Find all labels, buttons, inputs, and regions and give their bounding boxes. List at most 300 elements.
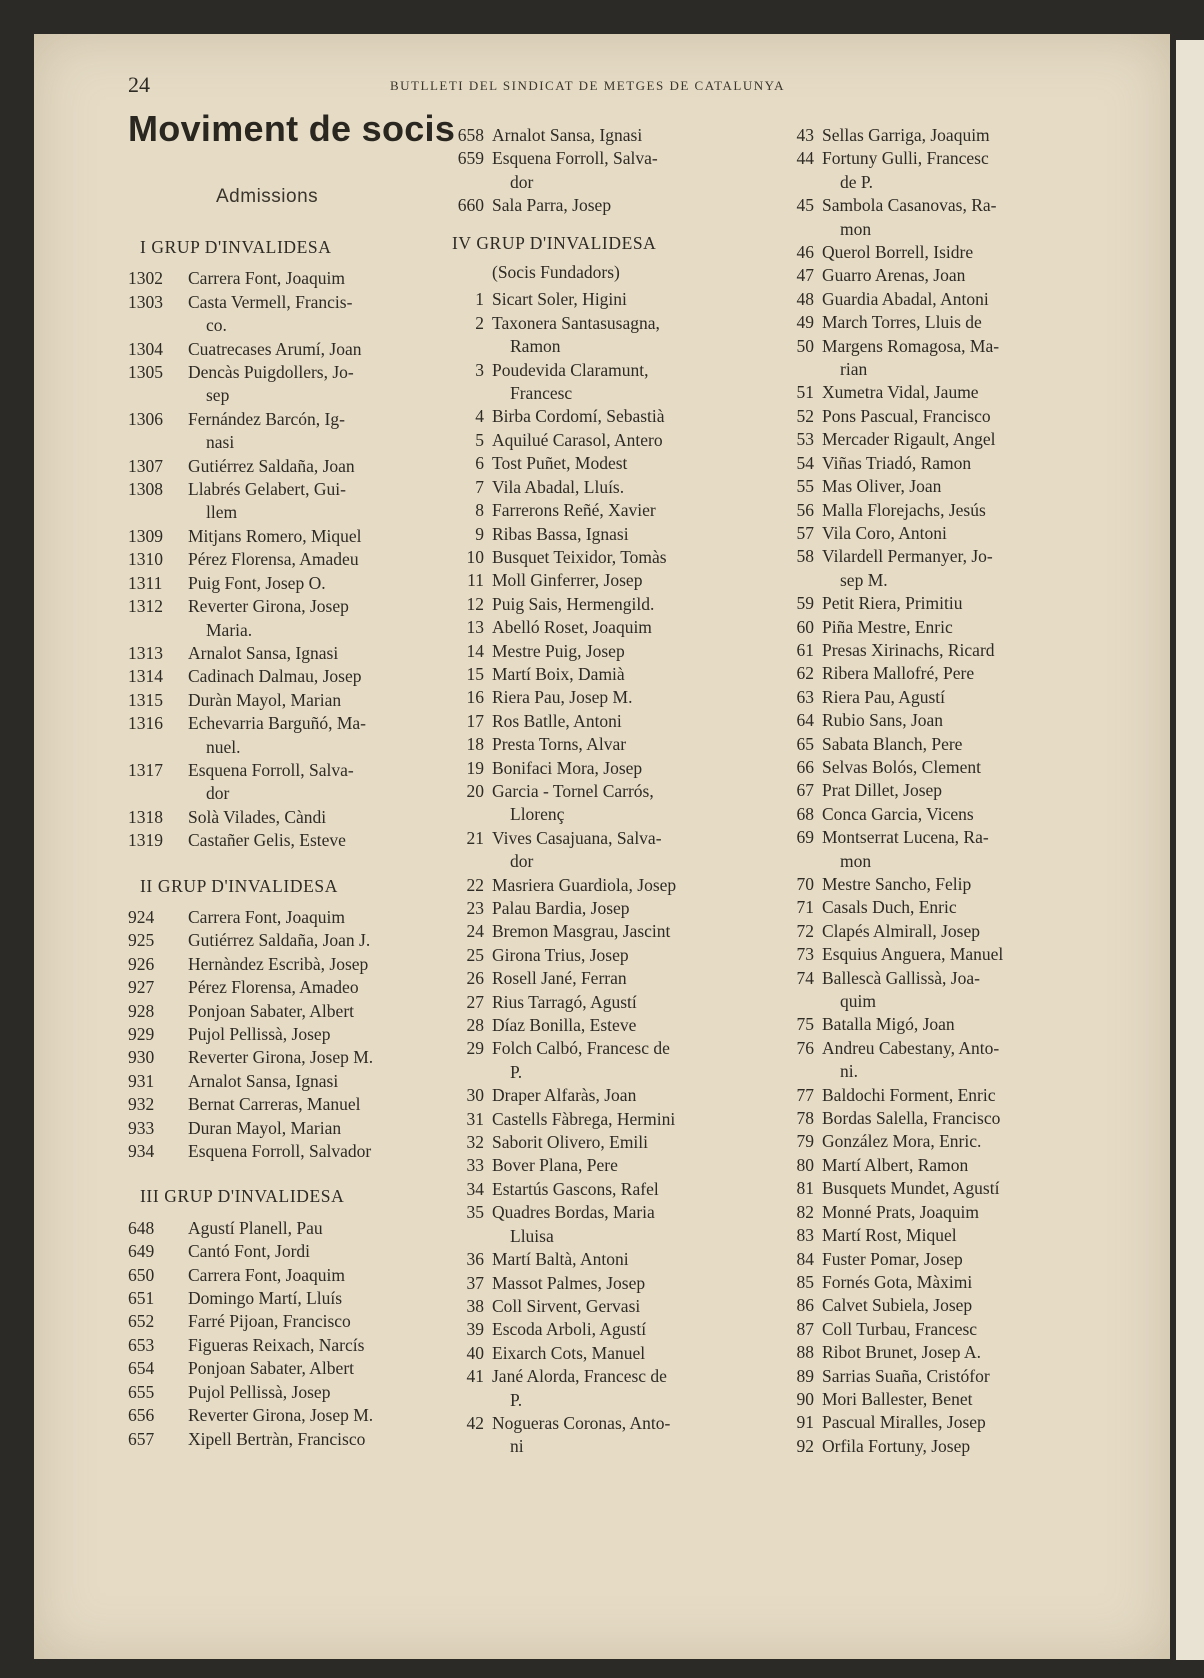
- member-number: 11: [467, 570, 484, 591]
- member-entry: [768, 288, 1108, 311]
- member-name: [822, 1365, 1108, 1388]
- member-entry: [768, 920, 1108, 943]
- member-name-text: Guardia Abadal, Antoni: [822, 288, 989, 309]
- member-name-text: Ribot Brunet, Josep A.: [822, 1342, 981, 1363]
- member-name: [822, 1248, 1108, 1271]
- member-name-continuation: rian: [840, 359, 868, 380]
- member-entry: [128, 1310, 468, 1333]
- member-name-text: Clapés Almirall, Josep: [822, 920, 980, 941]
- member-number: 928: [128, 1000, 155, 1021]
- member-name-text: Tost Puñet, Modest: [492, 453, 628, 474]
- member-number: 68: [796, 803, 814, 824]
- member-name: [188, 1334, 468, 1357]
- member-number: 656: [128, 1405, 155, 1426]
- member-number: 63: [796, 686, 814, 707]
- member-name-text: Farré Pijoan, Francisco: [188, 1311, 351, 1332]
- member-name-text: Folch Calbó, Francesc de: [492, 1038, 670, 1059]
- member-entry: [128, 1117, 468, 1140]
- member-number: 87: [796, 1318, 814, 1339]
- member-name: [492, 780, 780, 827]
- member-number: 649: [128, 1241, 155, 1262]
- member-number: 31: [466, 1108, 484, 1129]
- member-number: 1309: [128, 525, 163, 546]
- member-name: [492, 1365, 780, 1412]
- member-entry: [128, 953, 468, 976]
- member-entry: [768, 147, 1108, 194]
- member-number: 47: [796, 265, 814, 286]
- member-number: 58: [796, 546, 814, 567]
- member-name: [492, 1248, 780, 1271]
- member-name: [822, 826, 1108, 873]
- member-number: 1307: [128, 455, 163, 476]
- member-name: [188, 1240, 468, 1263]
- member-entry: [768, 896, 1108, 919]
- member-number: 50: [796, 335, 814, 356]
- member-name-text: Puig Font, Josep O.: [188, 572, 326, 593]
- member-name-text: Vilardell Permanyer, Jo-: [822, 546, 993, 567]
- member-entry: [128, 806, 468, 829]
- group-title: IV GRUP D'INVALIDESA: [452, 232, 657, 253]
- member-name-text: Taxonera Santasusagna,: [492, 312, 660, 333]
- member-name: [822, 1084, 1108, 1107]
- member-name-text: Malla Florejachs, Jesús: [822, 499, 986, 520]
- member-entry: [440, 1154, 780, 1177]
- member-name: [492, 1272, 780, 1295]
- member-name-text: Riera Pau, Josep M.: [492, 687, 633, 708]
- member-name: [492, 733, 780, 756]
- member-number: 4: [475, 406, 484, 427]
- member-name: [188, 1093, 468, 1116]
- member-entry: [128, 1240, 468, 1263]
- member-name-text: Fernández Barcón, Ig-: [188, 408, 345, 429]
- member-name: [188, 759, 468, 806]
- member-name: [822, 1201, 1108, 1224]
- member-entry: [440, 452, 780, 475]
- member-name-text: Mitjans Romero, Miquel: [188, 525, 362, 546]
- member-number: 1312: [128, 596, 163, 617]
- member-name: [492, 897, 780, 920]
- member-name: [822, 241, 1108, 264]
- member-name-text: Xipell Bertràn, Francisco: [188, 1428, 366, 1449]
- member-entry: [768, 124, 1108, 147]
- member-entry: [768, 241, 1108, 264]
- member-name-text: Selvas Bolós, Clement: [822, 756, 981, 777]
- member-number: 76: [796, 1037, 814, 1058]
- member-name: [492, 920, 780, 943]
- member-number: 650: [128, 1264, 155, 1285]
- member-name-text: Mestre Puig, Josep: [492, 640, 625, 661]
- member-number: 38: [466, 1295, 484, 1316]
- member-number: 1306: [128, 408, 163, 429]
- member-name-text: Piña Mestre, Enric: [822, 616, 953, 637]
- member-entry: [768, 499, 1108, 522]
- member-name: [188, 1000, 468, 1023]
- member-name-text: Cadinach Dalmau, Josep: [188, 666, 362, 687]
- member-name-text: Coll Sirvent, Gervasi: [492, 1295, 641, 1316]
- column-1: [128, 228, 468, 1451]
- member-name-text: Prat Dillet, Josep: [822, 780, 943, 801]
- member-name: [822, 311, 1108, 334]
- member-name: [188, 1287, 468, 1310]
- member-number: 40: [466, 1342, 484, 1363]
- member-number: 84: [796, 1248, 814, 1269]
- member-name-text: Sala Parra, Josep: [492, 195, 612, 216]
- member-entry: [440, 616, 780, 639]
- member-number: 88: [796, 1342, 814, 1363]
- member-name-text: Orfila Fortuny, Josep: [822, 1435, 971, 1456]
- member-number: 41: [466, 1366, 484, 1387]
- member-number: 54: [796, 452, 814, 473]
- member-entry: [440, 1037, 780, 1084]
- member-number: 24: [466, 921, 484, 942]
- member-entry: [128, 1264, 468, 1287]
- member-name: [822, 124, 1108, 147]
- member-name: [822, 1130, 1108, 1153]
- member-entry: [440, 429, 780, 452]
- member-entry: [440, 1412, 780, 1459]
- member-name: [188, 1023, 468, 1046]
- member-name-text: Reverter Girona, Josep M.: [188, 1047, 374, 1068]
- member-entry: [128, 267, 468, 290]
- member-entry: [768, 428, 1108, 451]
- member-entry: [128, 548, 468, 571]
- member-number: 55: [796, 476, 814, 497]
- member-name-text: Duran Mayol, Marian: [188, 1117, 342, 1138]
- member-name: [492, 1342, 780, 1365]
- member-name: [188, 953, 468, 976]
- member-entry: [128, 829, 468, 852]
- member-name-text: Ponjoan Sabater, Albert: [188, 1000, 355, 1021]
- member-number: 1310: [128, 549, 163, 570]
- member-number: 23: [466, 898, 484, 918]
- member-number: 34: [466, 1178, 484, 1199]
- member-number: 92: [796, 1435, 814, 1456]
- member-name: [492, 1014, 780, 1037]
- member-name: [822, 288, 1108, 311]
- member-number: 74: [796, 967, 814, 988]
- member-name-text: Aquilué Carasol, Antero: [492, 429, 663, 450]
- member-name-text: Mestre Sancho, Felip: [822, 874, 972, 894]
- member-entry: [128, 665, 468, 688]
- member-name: [492, 124, 780, 147]
- member-name-continuation: dor: [510, 171, 534, 192]
- member-name: [492, 827, 780, 874]
- member-name-continuation: llem: [206, 502, 238, 523]
- member-name-text: Casta Vermell, Francis-: [188, 291, 353, 312]
- member-name: [188, 1046, 468, 1069]
- member-name: [188, 455, 468, 478]
- member-entry: [440, 312, 780, 359]
- member-name-text: Arnalot Sansa, Ignasi: [188, 642, 339, 663]
- member-name: [188, 1140, 468, 1163]
- member-number: 60: [796, 616, 814, 637]
- member-entry: [768, 381, 1108, 404]
- member-name: [492, 194, 780, 217]
- member-entry: [440, 710, 780, 733]
- member-number: 82: [796, 1201, 814, 1222]
- member-name-text: Eixarch Cots, Manuel: [492, 1342, 646, 1363]
- member-name: [492, 1084, 780, 1107]
- member-entry: [128, 595, 468, 642]
- member-entry: [440, 944, 780, 967]
- member-name: [492, 1178, 780, 1201]
- member-entry: [440, 1014, 780, 1037]
- member-name: [188, 1357, 468, 1380]
- member-name-text: Sabata Blanch, Pere: [822, 733, 963, 754]
- member-name: [188, 1404, 468, 1427]
- member-name: [188, 1264, 468, 1287]
- member-name-text: Bordas Salella, Francisco: [822, 1108, 1001, 1129]
- member-entry: [440, 663, 780, 686]
- member-name-text: Masriera Guardiola, Josep: [492, 874, 677, 895]
- member-name-text: Saborit Olivero, Emili: [492, 1132, 649, 1153]
- member-name-continuation: ni: [510, 1436, 524, 1457]
- member-number: 1314: [128, 666, 163, 687]
- member-name: [492, 1412, 780, 1459]
- member-entry: [128, 906, 468, 929]
- member-number: 927: [128, 977, 155, 998]
- member-name-text: Pascual Miralles, Josep: [822, 1412, 986, 1433]
- member-entry: [128, 361, 468, 408]
- member-name-continuation: mon: [840, 218, 872, 239]
- member-number: 25: [466, 944, 484, 965]
- member-number: 6: [475, 453, 484, 474]
- member-name: [822, 1341, 1108, 1364]
- member-entry: [128, 1404, 468, 1427]
- member-name-text: Vila Coro, Antoni: [822, 522, 947, 543]
- member-number: 90: [796, 1388, 814, 1409]
- member-number: 37: [466, 1272, 484, 1293]
- member-number: 926: [128, 953, 155, 974]
- member-entry: [440, 1131, 780, 1154]
- member-name: [492, 874, 780, 897]
- member-name-text: Poudevida Claramunt,: [492, 359, 649, 380]
- member-name: [492, 1154, 780, 1177]
- member-name-text: Guarro Arenas, Joan: [822, 265, 966, 286]
- member-name-text: Esquena Forroll, Salva-: [492, 148, 658, 169]
- member-name-text: Sambola Casanovas, Ra-: [822, 195, 997, 216]
- member-name-continuation: sep: [206, 385, 230, 406]
- member-entry: [768, 1084, 1108, 1107]
- member-number: 53: [796, 429, 814, 450]
- member-entry: [440, 1295, 780, 1318]
- member-entry: [440, 1248, 780, 1271]
- member-name-text: Figueras Reixach, Narcís: [188, 1334, 365, 1355]
- member-name: [492, 476, 780, 499]
- member-name-continuation: Francesc: [510, 383, 573, 404]
- member-entry: [768, 639, 1108, 662]
- member-name-continuation: quim: [840, 991, 876, 1012]
- member-name-continuation: dor: [206, 783, 230, 804]
- member-name-text: Hernàndez Escribà, Josep: [188, 953, 369, 974]
- member-name-continuation: Maria.: [206, 619, 253, 640]
- member-name-text: Esquena Forroll, Salva-: [188, 759, 354, 780]
- page-number: 24: [128, 72, 150, 97]
- member-entry: [440, 1108, 780, 1131]
- member-name-text: Presas Xirinachs, Ricard: [822, 639, 995, 660]
- member-name-text: Casals Duch, Enric: [822, 897, 957, 918]
- member-entry: [768, 1201, 1108, 1224]
- member-number: 924: [128, 906, 155, 927]
- member-name: [822, 499, 1108, 522]
- member-name: [822, 475, 1108, 498]
- member-name-text: Carrera Font, Joaquim: [188, 906, 345, 927]
- member-name-text: Esquena Forroll, Salvador: [188, 1141, 372, 1162]
- member-name-continuation: mon: [840, 850, 872, 871]
- member-name: [492, 523, 780, 546]
- member-entry: [768, 1271, 1108, 1294]
- member-name-text: Martí Boix, Damià: [492, 663, 625, 684]
- member-number: 26: [466, 968, 484, 989]
- member-entry: [440, 1201, 780, 1248]
- member-name: [492, 147, 780, 194]
- member-entry: [768, 264, 1108, 287]
- member-name-text: Palau Bardia, Josep: [492, 898, 630, 918]
- member-name-text: Arnalot Sansa, Ignasi: [492, 125, 643, 145]
- member-entry: [440, 546, 780, 569]
- member-name: [492, 991, 780, 1014]
- member-name-text: Bremon Masgrau, Jascint: [492, 921, 671, 942]
- member-name-text: Escoda Arboli, Agustí: [492, 1319, 647, 1340]
- member-name: [188, 906, 468, 929]
- member-name: [822, 405, 1108, 428]
- group-title: III GRUP D'INVALIDESA: [140, 1186, 345, 1207]
- member-number: 45: [796, 195, 814, 216]
- member-number: 65: [796, 733, 814, 754]
- member-name: [188, 291, 468, 338]
- member-entry: [128, 642, 468, 665]
- member-name-text: Pons Pascual, Francisco: [822, 405, 991, 426]
- member-entry: [128, 455, 468, 478]
- member-name: [492, 499, 780, 522]
- member-entry: [440, 1272, 780, 1295]
- member-number: 77: [796, 1084, 814, 1105]
- member-entry: [128, 1381, 468, 1404]
- member-number: 1304: [128, 338, 163, 359]
- member-name-text: Jané Alorda, Francesc de: [492, 1366, 667, 1387]
- member-entry: [768, 686, 1108, 709]
- member-number: 71: [796, 897, 814, 918]
- member-name-continuation: P.: [510, 1061, 523, 1082]
- member-name-text: Calvet Subiela, Josep: [822, 1295, 973, 1316]
- member-entry: [768, 1388, 1108, 1411]
- member-entry: [128, 1023, 468, 1046]
- member-name: [822, 662, 1108, 685]
- member-name: [188, 976, 468, 999]
- member-entry: [768, 1224, 1108, 1247]
- member-number: 654: [128, 1358, 155, 1379]
- member-name-text: Bover Plana, Pere: [492, 1155, 618, 1176]
- member-entry: [128, 1217, 468, 1240]
- member-name-continuation: ni.: [840, 1061, 858, 1082]
- member-entry: [440, 733, 780, 756]
- member-name-text: Reverter Girona, Josep M.: [188, 1405, 374, 1426]
- member-name-text: Llabrés Gelabert, Gui-: [188, 479, 346, 500]
- member-name-text: Estartús Gascons, Rafel: [492, 1178, 659, 1199]
- member-entry: [440, 124, 780, 147]
- member-name: [822, 194, 1108, 241]
- member-number: 78: [796, 1108, 814, 1129]
- member-number: 7: [475, 476, 484, 497]
- member-entry: [128, 759, 468, 806]
- member-entry: [128, 929, 468, 952]
- member-name-text: Pujol Pellissà, Josep: [188, 1381, 331, 1402]
- member-name-text: Dencàs Puigdollers, Jo-: [188, 362, 354, 383]
- member-entry: [440, 288, 780, 311]
- member-number: 85: [796, 1271, 814, 1292]
- member-number: 932: [128, 1094, 155, 1115]
- member-name: [492, 429, 780, 452]
- member-name: [492, 1131, 780, 1154]
- member-number: 651: [128, 1288, 155, 1309]
- member-name-text: March Torres, Lluis de: [822, 312, 982, 333]
- member-number: 51: [796, 382, 814, 403]
- member-name-text: Margens Romagosa, Ma-: [822, 335, 1000, 356]
- member-name-text: Díaz Bonilla, Esteve: [492, 1015, 637, 1036]
- member-entry: [440, 405, 780, 428]
- member-number: 28: [466, 1015, 484, 1036]
- member-name-text: Rubio Sans, Joan: [822, 710, 944, 731]
- member-name: [188, 525, 468, 548]
- member-name: [822, 147, 1108, 194]
- member-number: 10: [466, 546, 484, 567]
- member-number: 43: [796, 125, 814, 145]
- member-name: [822, 335, 1108, 382]
- member-number: 79: [796, 1131, 814, 1152]
- column-2: [440, 124, 780, 1459]
- member-entry: [768, 452, 1108, 475]
- member-number: 934: [128, 1141, 155, 1162]
- member-name: [492, 452, 780, 475]
- member-entry: [128, 1046, 468, 1069]
- member-name-text: Vives Casajuana, Salva-: [492, 827, 662, 848]
- member-name-text: Fuster Pomar, Josep: [822, 1248, 963, 1269]
- member-name: [188, 665, 468, 688]
- member-name-text: Busquets Mundet, Agustí: [822, 1178, 1000, 1199]
- member-name-text: Monné Prats, Joaquim: [822, 1201, 980, 1222]
- member-number: 67: [796, 780, 814, 801]
- member-name-text: Rosell Jané, Ferran: [492, 968, 627, 989]
- member-entry: [768, 756, 1108, 779]
- member-name: [188, 548, 468, 571]
- member-entry: [440, 147, 780, 194]
- member-name-continuation: Ramon: [510, 336, 561, 357]
- member-name: [492, 1037, 780, 1084]
- member-entry: [128, 1334, 468, 1357]
- member-name-continuation: dor: [510, 851, 534, 872]
- member-entry: [128, 478, 468, 525]
- member-name: [492, 405, 780, 428]
- member-name-text: Coll Turbau, Francesc: [822, 1318, 978, 1339]
- member-name-text: Girona Trius, Josep: [492, 944, 629, 965]
- member-name-text: Baldochi Forment, Enric: [822, 1084, 996, 1105]
- member-name: [822, 709, 1108, 732]
- member-name-text: Ros Batlle, Antoni: [492, 710, 622, 731]
- member-name: [822, 686, 1108, 709]
- member-number: 925: [128, 930, 155, 951]
- member-name-text: Domingo Martí, Lluís: [188, 1288, 343, 1309]
- member-name: [822, 1154, 1108, 1177]
- member-number: 27: [466, 991, 484, 1012]
- member-entry: [768, 1037, 1108, 1084]
- member-number: 64: [796, 710, 814, 731]
- member-entry: [768, 1411, 1108, 1434]
- member-number: 73: [796, 944, 814, 965]
- member-entry: [768, 1365, 1108, 1388]
- member-entry: [128, 291, 468, 338]
- member-name: [188, 408, 468, 455]
- member-entry: [128, 1093, 468, 1116]
